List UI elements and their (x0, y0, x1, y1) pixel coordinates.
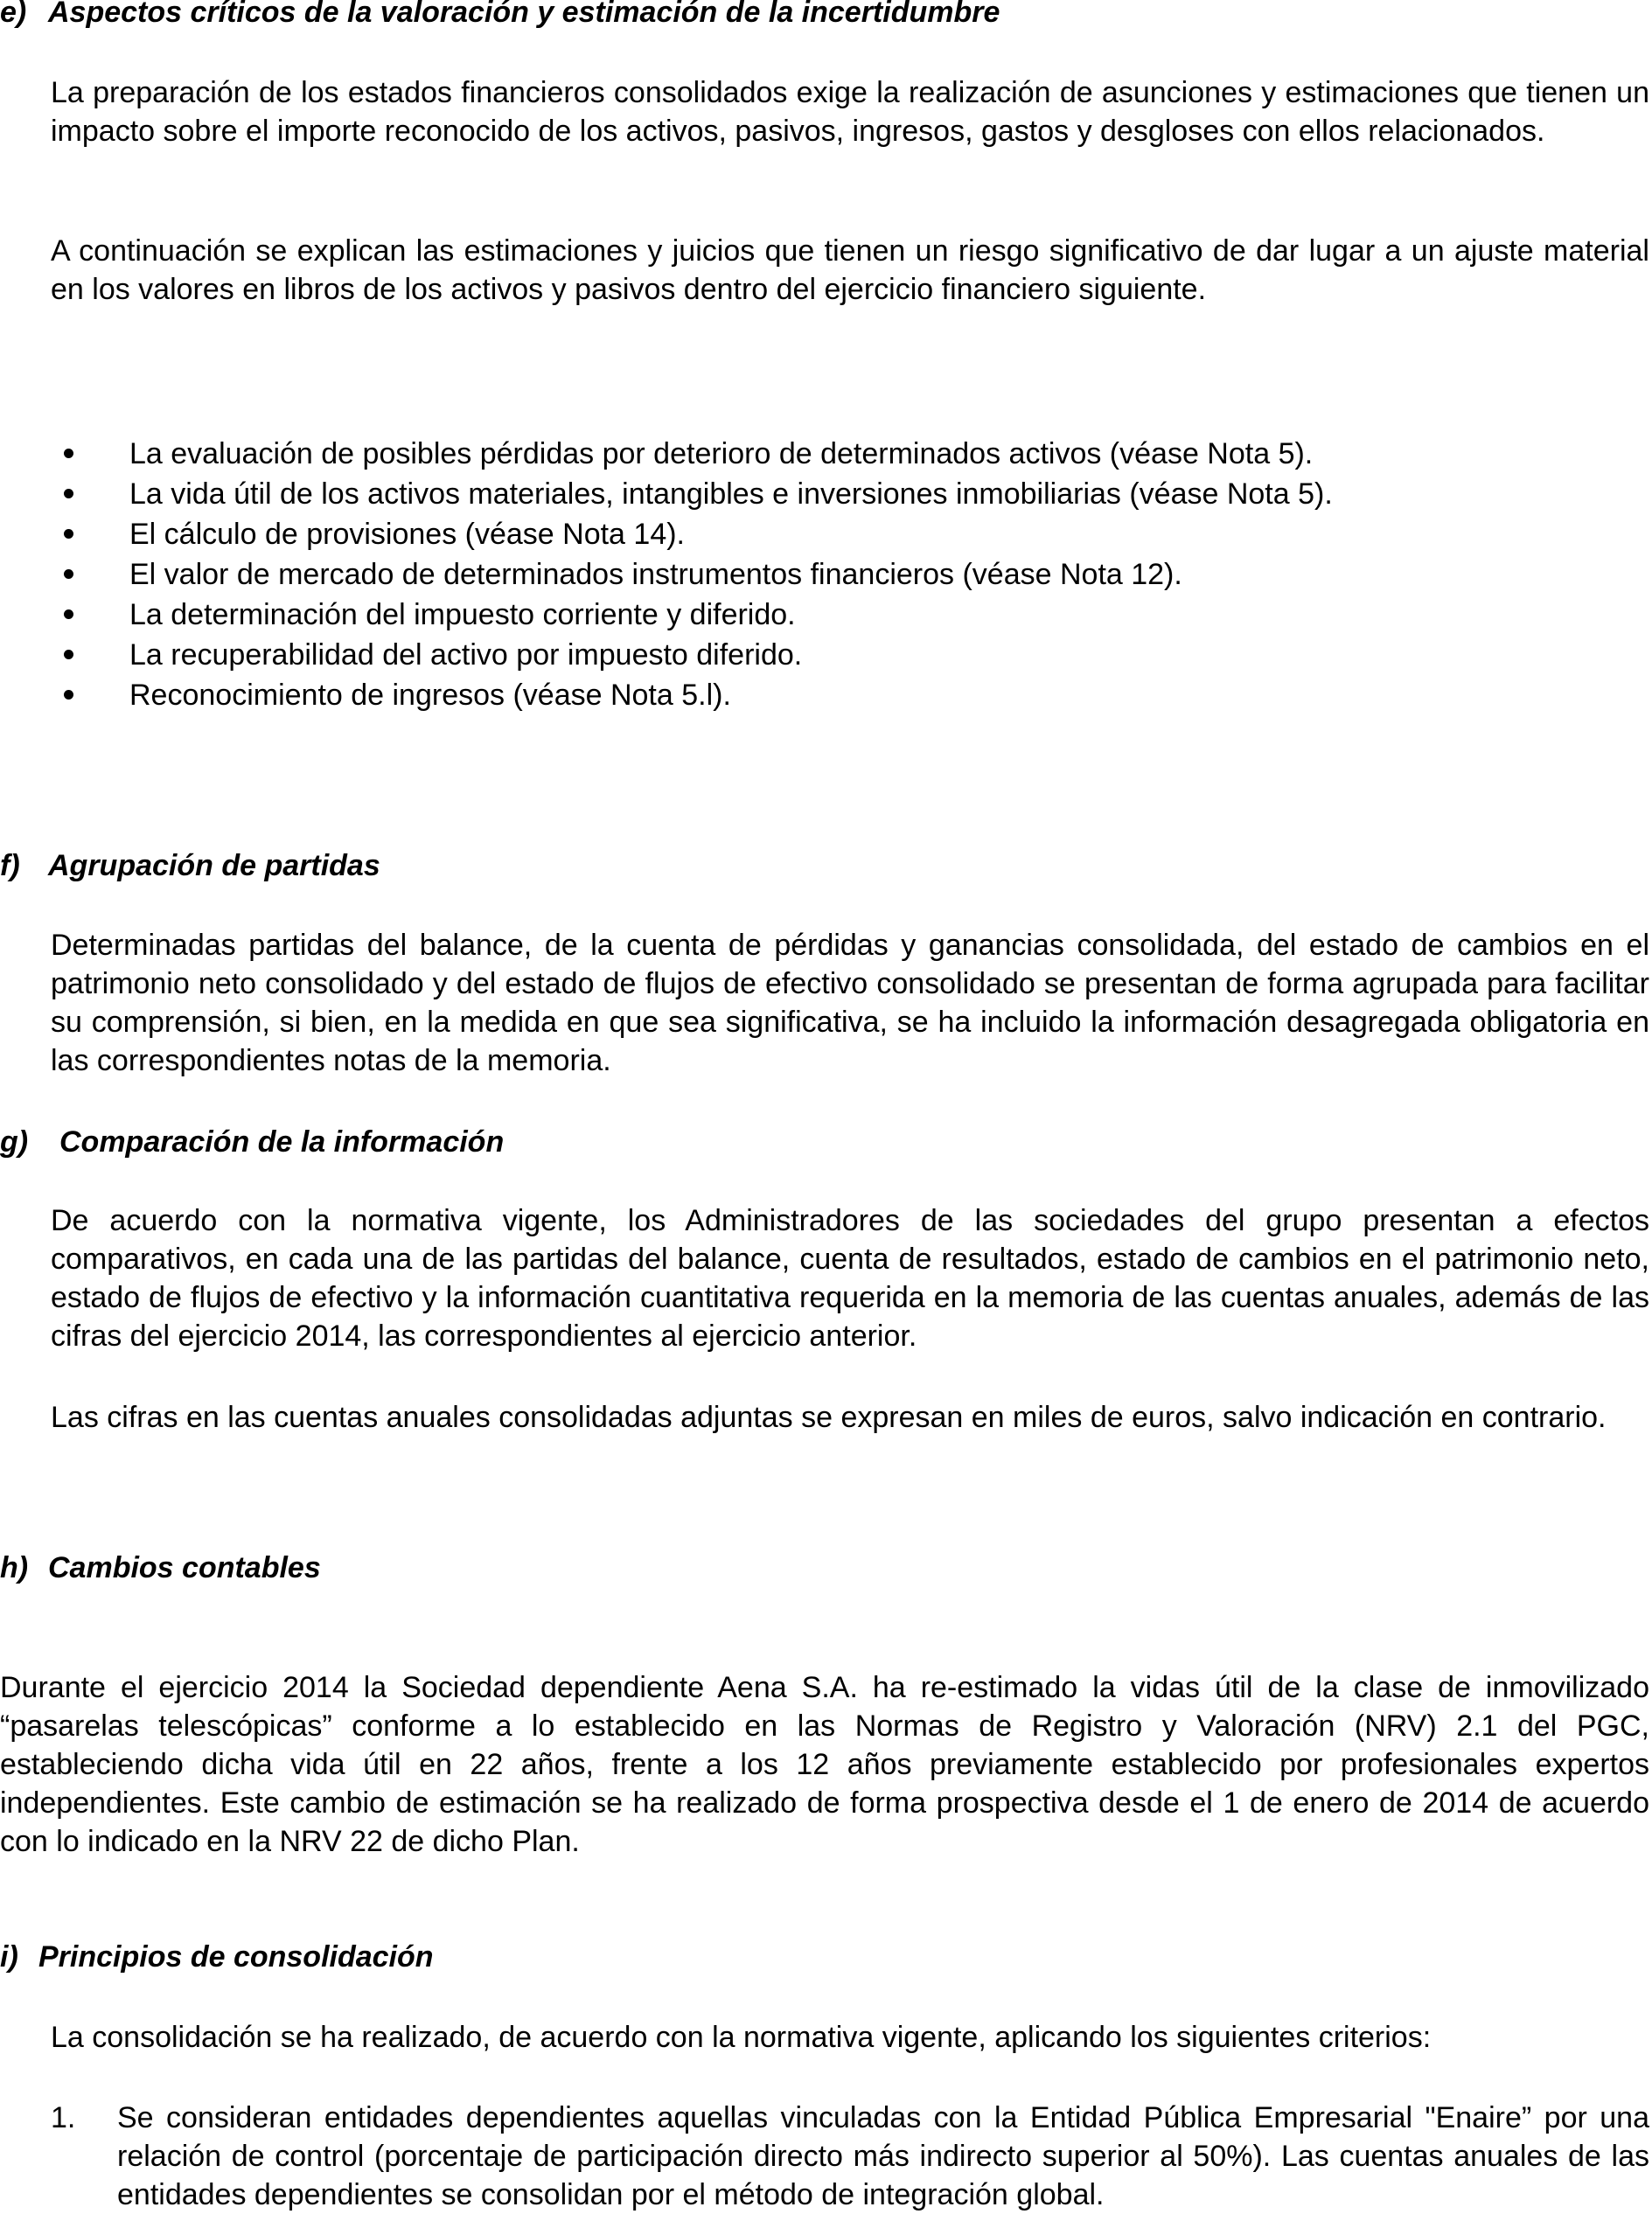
section-f-letter: f) (0, 849, 20, 882)
section-h-title: Cambios contables (48, 1551, 321, 1584)
bullet-text: La evaluación de posibles pérdidas por deterioro de determinados activos (véase Nota 5). (129, 437, 1314, 470)
section-i-paragraph-1: La consolidación se ha realizado, de acuerdo con la normativa vigente, aplicando los siguientes criterios: (51, 2021, 1432, 2054)
bullet-item (0, 595, 1574, 635)
list-item-text: Se consideran entidades dependientes aquellas vinculadas con la Entidad Pública Empresarial "Enaire” por una relación de control (porcentaje de participación directo más indirecto superior al 50%). Las cuentas anuales de las entidades dependientes se consolidan por el método de integración global. (117, 2101, 1649, 2211)
section-f-title: Agrupación de partidas (48, 849, 380, 882)
section-i-heading (0, 1938, 434, 1976)
bullet-item (0, 514, 1574, 554)
bullet-icon (64, 650, 73, 659)
bullet-item (0, 635, 1574, 675)
section-g-paragraph-1: De acuerdo con la normativa vigente, los Administradores de las sociedades del grupo presentan a efectos comparativos, en cada una de las partidas del balance, cuenta de resultados, estado de cambios en el patrimonio neto, estado de flujos de efectivo y la información cuantitativa requerida en la memoria de las cuentas anuales, además de las cifras del ejercicio 2014, las correspondientes al ejercicio anterior. (51, 1204, 1649, 1353)
section-h-paragraph-1: Durante el ejercicio 2014 la Sociedad dependiente Aena S.A. ha re-estimado la vidas útil de la clase de inmovilizado “pasarelas telescópicas” conforme a lo establecido en las Normas de Registro y Valoración (NRV) 2.1 del PGC, estableciendo dicha vida útil en 22 años, frente a los 12 años previamente establecido por profesionales expertos independientes. Este cambio de estimación se ha realizado de forma prospectiva desde el 1 de enero de 2014 de acuerdo con lo indicado en la NRV 22 de dicho Plan. (0, 1671, 1649, 1858)
section-f-paragraph-1: Determinadas partidas del balance, de la cuenta de pérdidas y ganancias consolidada, del estado de cambios en el patrimonio neto consolidado y del estado de flujos de efectivo consolidado se presentan de forma agrupada para facilitar su comprensión, si bien, en la medida en que sea significativa, se ha incluido la información desagregada obligatoria en las correspondientes notas de la memoria. (51, 929, 1649, 1077)
bullet-icon (64, 609, 73, 619)
section-e-heading (0, 0, 1000, 31)
bullet-icon (64, 489, 73, 498)
bullet-item (0, 554, 1574, 595)
bullet-icon (64, 529, 73, 539)
bullet-item (0, 474, 1574, 514)
section-i-letter: i) (0, 1940, 18, 1974)
list-item-number: 1. (51, 2101, 76, 2134)
section-g-paragraph-2: Las cifras en las cuentas anuales consolidadas adjuntas se expresan en miles de euros, salvo indicación en contrario. (51, 1401, 1607, 1434)
bullet-item (0, 434, 1574, 474)
bullet-text: El valor de mercado de determinados instrumentos financieros (véase Nota 12). (129, 558, 1182, 591)
section-g-title: Comparación de la información (59, 1125, 505, 1159)
section-f-heading (0, 846, 380, 885)
section-e-title: Aspectos críticos de la valoración y estimación de la incertidumbre (48, 0, 1000, 29)
section-g-letter: g) (0, 1125, 29, 1159)
section-e-paragraph-2: A continuación se explican las estimaciones y juicios que tienen un riesgo significativo de dar lugar a un ajuste material en los valores en libros de los activos y pasivos dentro del ejercicio financiero siguiente. (51, 234, 1649, 306)
bullet-text: La vida útil de los activos materiales, intangibles e inversiones inmobiliarias (véase Nota 5). (129, 477, 1333, 511)
bullet-item (0, 675, 1574, 715)
bullet-text: La recuperabilidad del activo por impuesto diferido. (129, 638, 803, 672)
bullet-text: Reconocimiento de ingresos (véase Nota 5.l). (129, 679, 731, 712)
estimates-bullet-list (0, 434, 1574, 715)
bullet-text: El cálculo de provisiones (véase Nota 14). (129, 518, 685, 551)
bullet-text: La determinación del impuesto corriente y diferido. (129, 598, 796, 631)
section-g-heading (0, 1123, 504, 1161)
section-h-letter: h) (0, 1551, 29, 1584)
bullet-icon (64, 690, 73, 700)
bullet-icon (64, 569, 73, 579)
section-e-paragraph-1: La preparación de los estados financieros consolidados exige la realización de asunciones y estimaciones que tienen un impacto sobre el importe reconocido de los activos, pasivos, ingresos, gastos y desgloses con ellos relacionados. (51, 76, 1649, 148)
section-e-letter: e) (0, 0, 27, 29)
bullet-icon (64, 449, 73, 458)
section-i-title: Principios de consolidación (38, 1940, 434, 1974)
section-h-heading (0, 1549, 321, 1587)
